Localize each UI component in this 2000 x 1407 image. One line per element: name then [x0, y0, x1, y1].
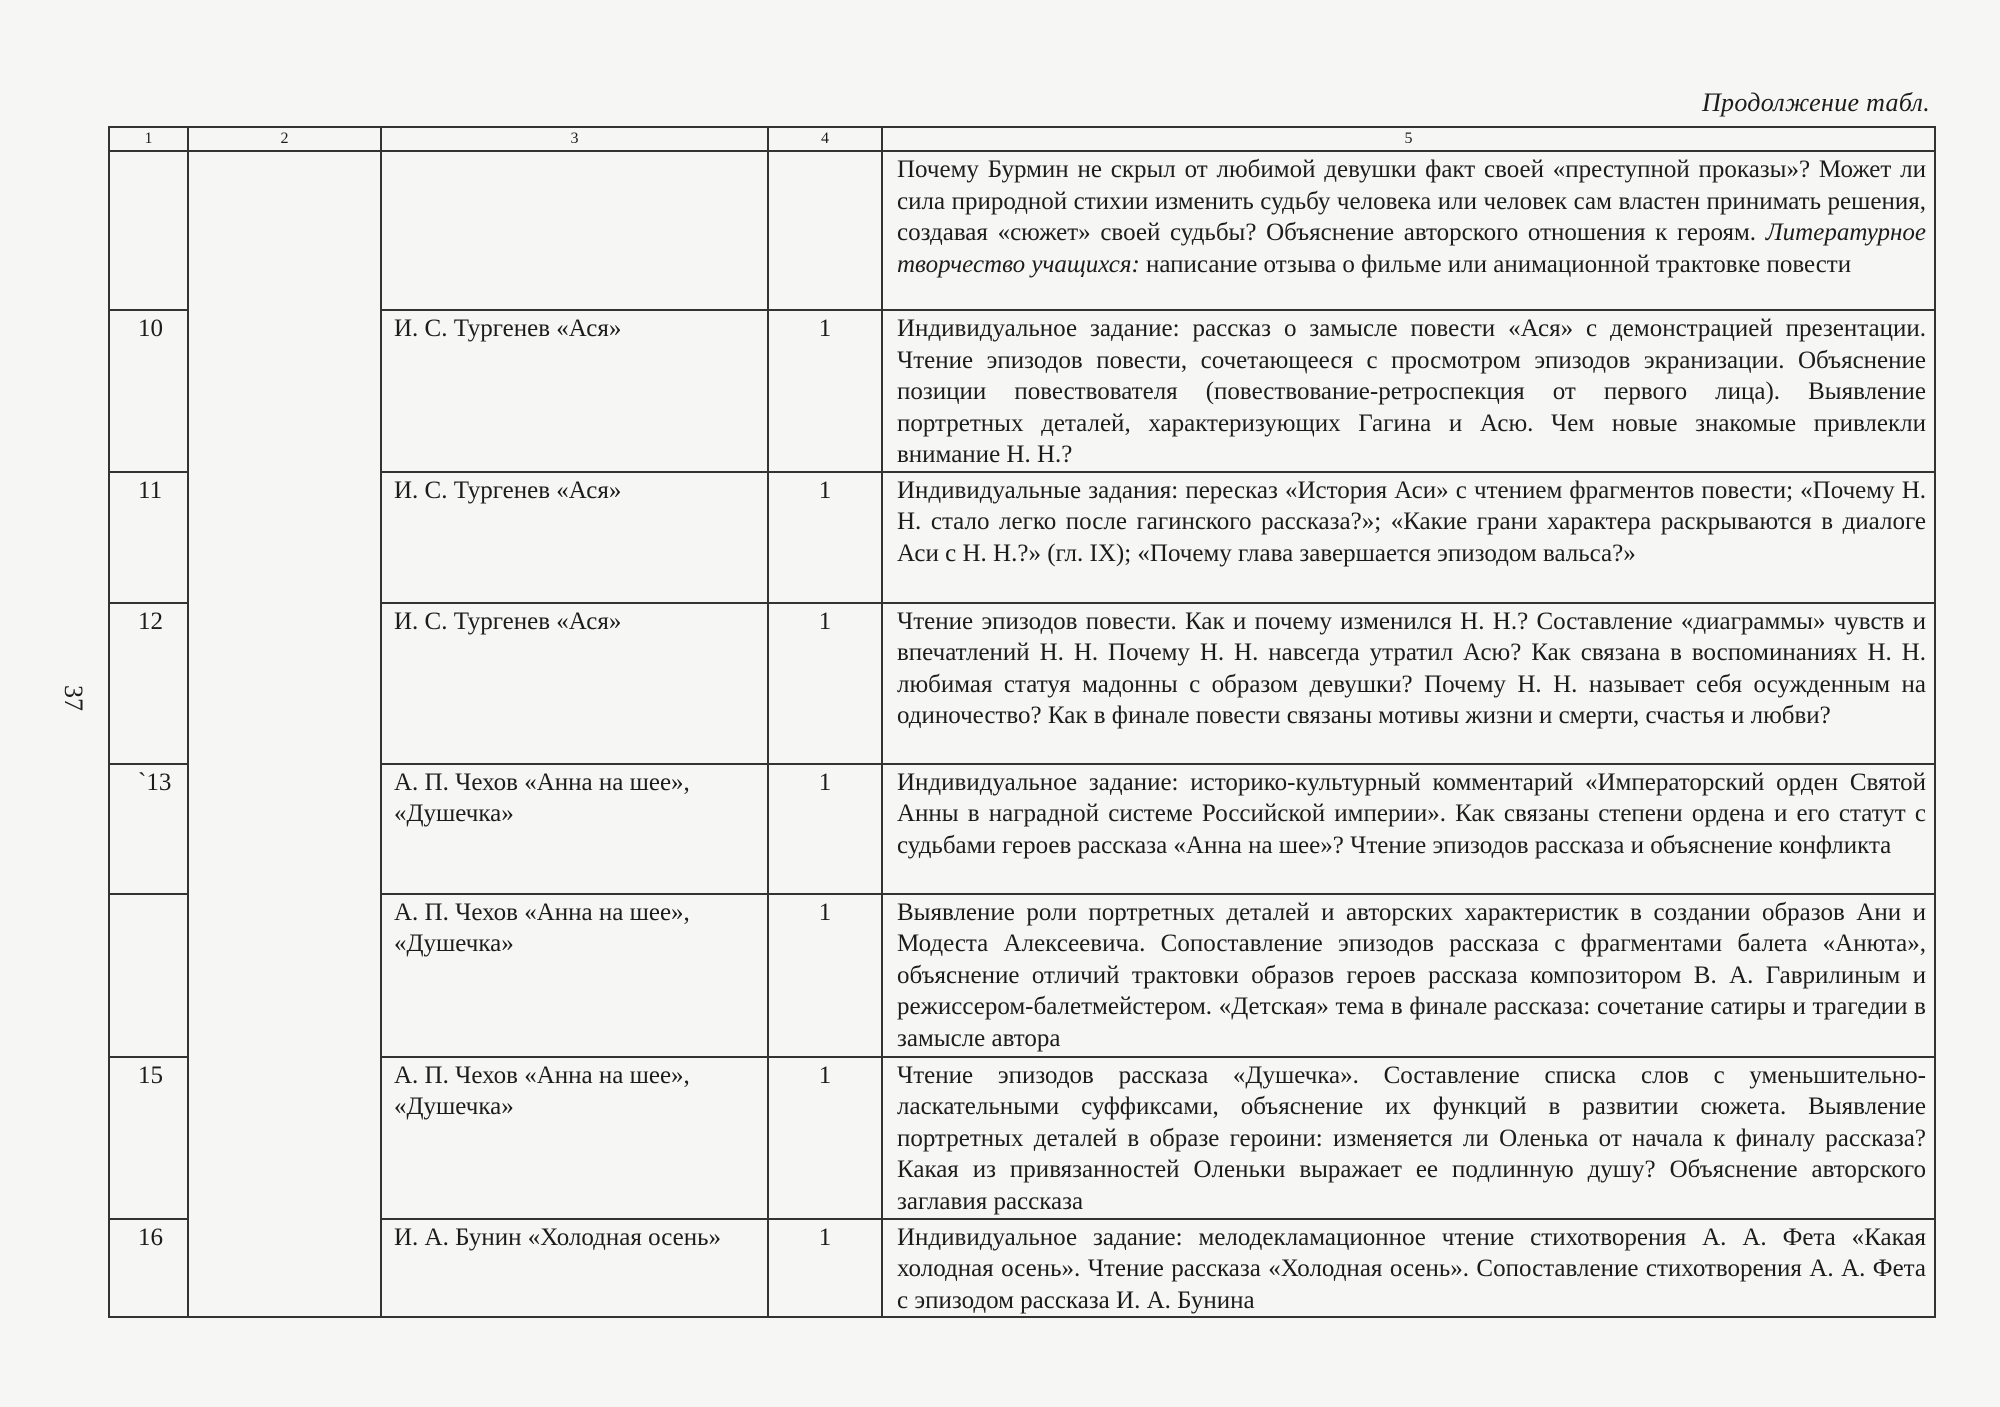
lesson-hours: 1 [768, 1219, 882, 1318]
section-cell [188, 151, 381, 1317]
lesson-theme: И. С. Тургенев «Ася» [381, 603, 768, 764]
table-row [109, 310, 1935, 472]
lesson-content: Индивидуальное задание: мелодекламационное чтение стихотворения А. А. Фета «Какая холодная осень». Чтение рассказа «Холодная осень». Сопоставление стихотворения А. А. Фета с эпизодом рассказа И. А. Бунина [882, 1219, 1935, 1318]
lesson-number [109, 894, 188, 1057]
lesson-number: `13 [109, 764, 188, 894]
header-col-4: 4 [768, 127, 882, 151]
lesson-hours: 1 [768, 894, 882, 1057]
continuation-label: Продолжение табл. [1701, 88, 1930, 117]
lesson-number: 15 [109, 1057, 188, 1219]
lesson-content: Выявление роли портретных деталей и авторских характеристик в создании образов Ани и Модеста Алексеевича. Сопоставление эпизодов рассказа с фрагментами балета «Анюта», объяснение отличий трактовки образов героев рассказа композитором В. А. Гаврилиным и режиссером-балетмейстером. «Детская» тема в финале рассказа: сочетание сатиры и трагедии в замысле автора [882, 894, 1935, 1057]
lesson-content: Чтение эпизодов повести. Как и почему изменился Н. Н.? Составление «диаграммы» чувств и впечатлений Н. Н. Почему Н. Н. навсегда утратил Асю? Как связана в воспоминаниях Н. Н. любимая статуя мадонны с образом девушки? Почему Н. Н. называет себя осужденным на одиночество? Как в финале повести связаны мотивы жизни и смерти, счастья и любви? [882, 603, 1935, 764]
lesson-number: 16 [109, 1219, 188, 1318]
lesson-content-italic: Литературное творчество учащихся: [897, 219, 1927, 278]
lesson-theme: А. П. Чехов «Анна на шее», «Душечка» [381, 764, 768, 894]
table-row [109, 151, 1935, 310]
page-number: 37 [59, 685, 88, 711]
lesson-content: Индивидуальное задание: историко-культурный комментарий «Императорский орден Святой Анны в наградной системе Российской империи». Как связаны степени ордена и его статут с судьбами героев рассказа «Анна на шее»? Чтение эпизодов рассказа и объяснение конфликта [882, 764, 1935, 894]
lesson-content-tail: написание отзыва о фильме или анимационной трактовке повести [1146, 250, 1852, 278]
lesson-hours: 1 [768, 1057, 882, 1219]
table-row [109, 1057, 1935, 1219]
table-row [109, 764, 1935, 894]
lesson-theme: И. С. Тургенев «Ася» [381, 310, 768, 472]
lesson-theme: А. П. Чехов «Анна на шее», «Душечка» [381, 894, 768, 1057]
lesson-content [882, 151, 1935, 310]
header-col-5: 5 [882, 127, 1935, 151]
header-col-2: 2 [188, 127, 381, 151]
table-row [109, 603, 1935, 764]
lesson-number [109, 151, 188, 310]
lesson-hours: 1 [768, 310, 882, 472]
lesson-number: 12 [109, 603, 188, 764]
lesson-theme [381, 151, 768, 310]
lesson-hours [768, 151, 882, 310]
lesson-hours: 1 [768, 472, 882, 603]
lesson-theme: И. А. Бунин «Холодная осень» [381, 1219, 768, 1318]
lesson-content-text: Почему Бурмин не скрыл от любимой девушки факт своей «преступной проказы»? Может ли сила природной стихии изменить судьбу человека или человек сам властен принимать решения, создавая «сюжет» своей судьбы? Объяснение авторского отношения к героям. [897, 156, 1926, 246]
table-row [109, 1219, 1935, 1318]
lesson-hours: 1 [768, 603, 882, 764]
lesson-hours: 1 [768, 764, 882, 894]
header-col-1: 1 [109, 127, 188, 151]
lesson-number: 11 [109, 472, 188, 603]
table-row [109, 472, 1935, 603]
table-header-row [109, 127, 1935, 151]
header-col-3: 3 [381, 127, 768, 151]
lesson-number: 10 [109, 310, 188, 472]
lesson-plan-table [108, 126, 1936, 1318]
lesson-theme: И. С. Тургенев «Ася» [381, 472, 768, 603]
table-row [109, 894, 1935, 1057]
lesson-content: Чтение эпизодов рассказа «Душечка». Составление списка слов с уменьшительно-ласкательными суффиксами, объяснение их функций в развитии сюжета. Выявление портретных деталей в образе героини: изменяется ли Оленька от начала к финалу рассказа? Какая из привязанностей Оленьки выражает ее подлинную душу? Объяснение авторского заглавия рассказа [882, 1057, 1935, 1219]
lesson-content: Индивидуальное задание: рассказ о замысле повести «Ася» с демонстрацией презентации. Чтение эпизодов повести, сочетающееся с просмотром эпизодов экранизации. Объяснение позиции повествователя (повествование-ретроспекция от первого лица). Выявление портретных деталей, характеризующих Гагина и Асю. Чем новые знакомые привлекли внимание Н. Н.? [882, 310, 1935, 472]
lesson-content: Индивидуальные задания: пересказ «История Аси» с чтением фрагментов повести; «Почему Н. Н. стало легко после гагинского рассказа?»; «Какие грани характера раскрываются в диалоге Аси с Н. Н.?» (гл. IX); «Почему глава завершается эпизодом вальса?» [882, 472, 1935, 603]
lesson-theme: А. П. Чехов «Анна на шее», «Душечка» [381, 1057, 768, 1219]
